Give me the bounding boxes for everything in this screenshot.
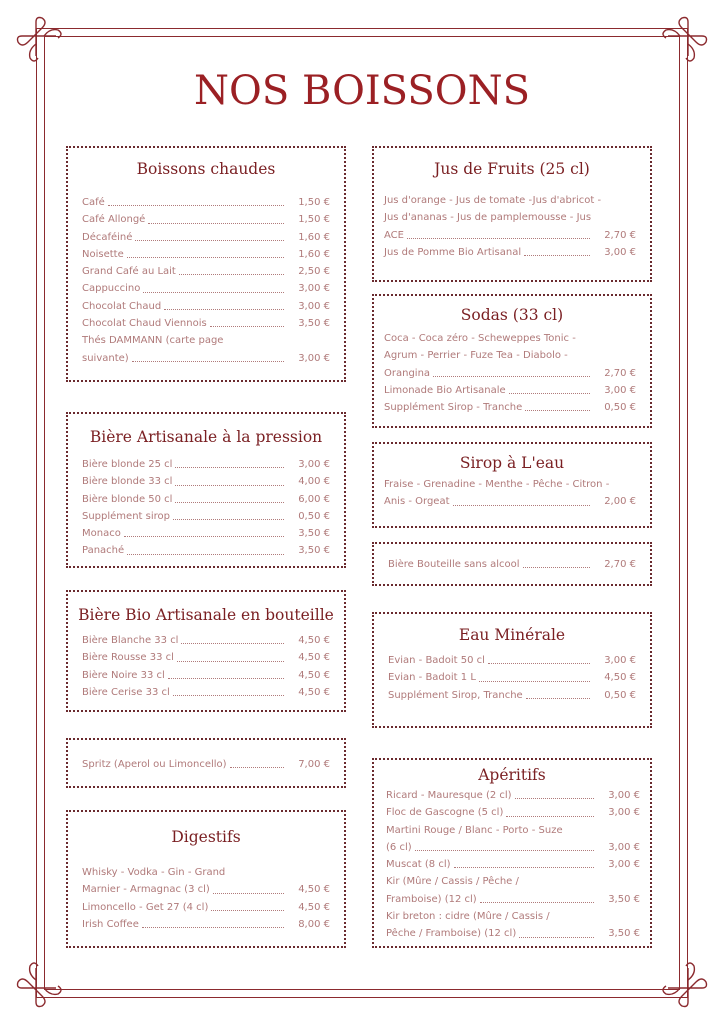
menu-item [82, 315, 330, 332]
item-price: 4,50 € [604, 672, 636, 684]
item-name: Noisette [82, 248, 124, 260]
menu-item [388, 556, 636, 573]
item-name: Evian - Badoit 50 cl [388, 655, 485, 666]
item-name: Martini Rouge / Blanc - Porto - Suze [386, 824, 563, 836]
item-name: (6 cl) [386, 841, 412, 853]
menu-item [384, 399, 636, 416]
item-name: Bière Cerise 33 cl [82, 686, 170, 698]
menu-item [82, 881, 330, 898]
item-name: Supplément Sirop, Tranche [388, 689, 523, 701]
item-name: Coca - Coca zéro - Scheweppes Tonic - [384, 333, 576, 344]
menu-item [384, 493, 636, 510]
menu-item [386, 891, 640, 908]
item-name: Jus de Pomme Bio Artisanal [384, 246, 522, 258]
menu-item [384, 382, 636, 399]
item-name: Monaco [82, 528, 121, 540]
section-sodas [372, 294, 652, 428]
menu-item [386, 908, 640, 925]
menu-item [386, 804, 640, 821]
item-name: Cappuccino [82, 283, 141, 295]
section-heading: Bière Artisanale à la pression [89, 428, 323, 446]
item-name: Ricard - Mauresque (2 cl) [386, 790, 512, 801]
item-price: 0,50 € [298, 510, 330, 522]
item-name: Supplément sirop [82, 510, 170, 522]
item-price: 1,50 € [298, 197, 330, 208]
item-price: 3,00 € [298, 300, 330, 312]
corner-ornament-icon [650, 14, 710, 74]
menu-item [82, 525, 330, 542]
section-heading: Jus de Fruits (25 cl) [434, 160, 590, 178]
item-price: 4,50 € [298, 635, 330, 646]
item-list [384, 476, 636, 511]
item-name: Anis - Orgeat [384, 496, 450, 508]
menu-item [82, 508, 330, 525]
item-name: Marnier - Armagnac (3 cl) [82, 884, 210, 896]
corner-ornament-icon [650, 950, 710, 1010]
item-price: 3,00 € [604, 655, 636, 666]
menu-item [82, 916, 330, 933]
item-name: Bière blonde 50 cl [82, 493, 173, 505]
item-name: Café [82, 197, 105, 208]
item-name: Bière Blanche 33 cl [82, 635, 179, 646]
item-name: Floc de Gascogne (5 cl) [386, 807, 504, 819]
item-price: 4,50 € [298, 901, 330, 913]
section-heading: Eau Minérale [458, 626, 566, 644]
menu-item [82, 350, 330, 367]
item-name: Kir breton : cidre (Mûre / Cassis / [386, 911, 550, 923]
item-price: 2,70 € [604, 367, 636, 379]
item-price: 4,50 € [298, 669, 330, 681]
item-price: 3,50 € [608, 928, 640, 940]
item-price: 4,50 € [298, 884, 330, 896]
menu-item [386, 787, 640, 804]
menu-item [384, 365, 636, 382]
item-name: Thés DAMMANN (carte page [82, 335, 224, 347]
item-price: 0,50 € [604, 689, 636, 701]
menu-item [82, 246, 330, 263]
item-price: 2,00 € [604, 496, 636, 508]
section-heading: Sirop à L'eau [459, 454, 565, 472]
corner-ornament-icon [14, 14, 74, 74]
item-name: Bière blonde 25 cl [82, 459, 173, 470]
menu-item [388, 687, 636, 704]
item-price: 7,00 € [298, 759, 330, 770]
menu-item [82, 456, 330, 473]
item-name: Bière blonde 33 cl [82, 476, 173, 488]
section-heading: Digestifs [171, 828, 241, 846]
menu-item [386, 856, 640, 873]
item-list [384, 192, 636, 261]
section-spritz [66, 738, 346, 788]
item-price: 3,00 € [608, 790, 640, 801]
item-price: 3,50 € [298, 318, 330, 330]
section-sirop [372, 442, 652, 528]
item-price: 8,00 € [298, 918, 330, 930]
menu-item [386, 873, 640, 890]
page-title: NOS BOISSONS [194, 68, 530, 114]
menu-item [386, 839, 640, 856]
section-aperitifs [372, 758, 652, 948]
item-price: 0,50 € [604, 402, 636, 414]
section-heading: Boissons chaudes [136, 160, 276, 178]
item-list [386, 787, 640, 943]
menu-item [82, 229, 330, 246]
item-name: Framboise) (12 cl) [386, 893, 477, 905]
item-list [388, 556, 636, 573]
menu-item [386, 925, 640, 942]
item-price: 3,00 € [298, 352, 330, 364]
item-name: Evian - Badoit 1 L [388, 672, 476, 684]
item-name: suivante) [82, 352, 129, 364]
menu-item [82, 491, 330, 508]
item-name: Panaché [82, 545, 125, 557]
item-name: Chocolat Chaud [82, 300, 162, 312]
menu-item [82, 194, 330, 211]
item-price: 4,00 € [298, 476, 330, 488]
item-price: 3,00 € [604, 246, 636, 258]
item-name: Pêche / Framboise) (12 cl) [386, 928, 517, 940]
item-name: Muscat (8 cl) [386, 859, 451, 871]
item-price: 4,50 € [298, 686, 330, 698]
item-name: Limonade Bio Artisanale [384, 384, 506, 396]
menu-item [384, 347, 636, 364]
item-name: Fraise - Grenadine - Menthe - Pêche - Citron - [384, 479, 610, 490]
item-price: 3,00 € [608, 807, 640, 819]
item-price: 3,50 € [298, 528, 330, 540]
item-list [82, 864, 330, 933]
item-name: Jus d'ananas - Jus de pamplemousse - Jus [384, 212, 592, 224]
item-name: Bière Noire 33 cl [82, 669, 165, 681]
section-heading: Apéritifs [478, 766, 546, 784]
menu-item [82, 211, 330, 228]
item-price: 3,50 € [608, 893, 640, 905]
menu-item [82, 263, 330, 280]
item-price: 6,00 € [298, 493, 330, 505]
menu-item [82, 649, 330, 666]
menu-item [82, 632, 330, 649]
item-name: ACE [384, 229, 404, 241]
section-digestifs [66, 810, 346, 948]
item-list [82, 194, 330, 367]
item-list [82, 456, 330, 560]
item-name: Jus d'orange - Jus de tomate -Jus d'abricot - [384, 195, 602, 206]
menu-item [82, 332, 330, 349]
menu-item [388, 669, 636, 686]
item-price: 2,70 € [604, 229, 636, 241]
menu-item [82, 473, 330, 490]
item-price: 1,60 € [298, 231, 330, 243]
section-biere-pression [66, 412, 346, 568]
item-name: Café Allongé [82, 214, 146, 226]
menu-item [386, 822, 640, 839]
menu-item [384, 330, 636, 347]
item-name: Grand Café au Lait [82, 266, 176, 278]
menu-item [82, 899, 330, 916]
item-price: 3,00 € [608, 841, 640, 853]
item-name: Orangina [384, 367, 431, 379]
menu-item [384, 192, 636, 209]
menu-item [388, 652, 636, 669]
item-list [82, 632, 330, 701]
menu-item [82, 864, 330, 881]
menu-item [82, 684, 330, 701]
item-name: Limoncello - Get 27 (4 cl) [82, 901, 209, 913]
item-name: Supplément Sirop - Tranche [384, 402, 523, 414]
menu-item [82, 756, 330, 773]
menu-item [384, 209, 636, 226]
item-list [82, 756, 330, 773]
item-price: 3,50 € [298, 545, 330, 557]
item-price: 3,00 € [604, 384, 636, 396]
item-price: 3,00 € [298, 283, 330, 295]
section-boissons-chaudes [66, 146, 346, 382]
item-name: Décaféiné [82, 231, 133, 243]
section-heading: Bière Bio Artisanale en bouteille [78, 606, 334, 624]
item-name: Bière Bouteille sans alcool [388, 559, 520, 570]
item-name: Spritz (Aperol ou Limoncello) [82, 759, 227, 770]
section-eau-minerale [372, 612, 652, 728]
section-biere-sans-alcool [372, 542, 652, 586]
section-jus-de-fruits [372, 146, 652, 282]
item-name: Irish Coffee [82, 918, 139, 930]
item-list [384, 330, 636, 416]
menu-item [384, 227, 636, 244]
menu-item [82, 542, 330, 559]
item-price: 2,50 € [298, 266, 330, 278]
item-price: 3,00 € [298, 459, 330, 470]
item-price: 1,50 € [298, 214, 330, 226]
menu-item [82, 667, 330, 684]
item-name: Whisky - Vodka - Gin - Grand [82, 867, 226, 878]
item-price: 4,50 € [298, 652, 330, 664]
item-price: 1,60 € [298, 248, 330, 260]
item-name: Chocolat Chaud Viennois [82, 318, 207, 330]
menu-item [82, 298, 330, 315]
corner-ornament-icon [14, 950, 74, 1010]
item-name: Kir (Mûre / Cassis / Pêche / [386, 876, 519, 888]
item-name: Bière Rousse 33 cl [82, 652, 174, 664]
item-price: 2,70 € [604, 559, 636, 570]
menu-item [384, 244, 636, 261]
menu-item [384, 476, 636, 493]
item-list [388, 652, 636, 704]
section-heading: Sodas (33 cl) [460, 306, 564, 324]
menu-item [82, 280, 330, 297]
item-name: Agrum - Perrier - Fuze Tea - Diabolo - [384, 350, 568, 362]
item-price: 3,00 € [608, 859, 640, 871]
section-biere-bio [66, 590, 346, 712]
